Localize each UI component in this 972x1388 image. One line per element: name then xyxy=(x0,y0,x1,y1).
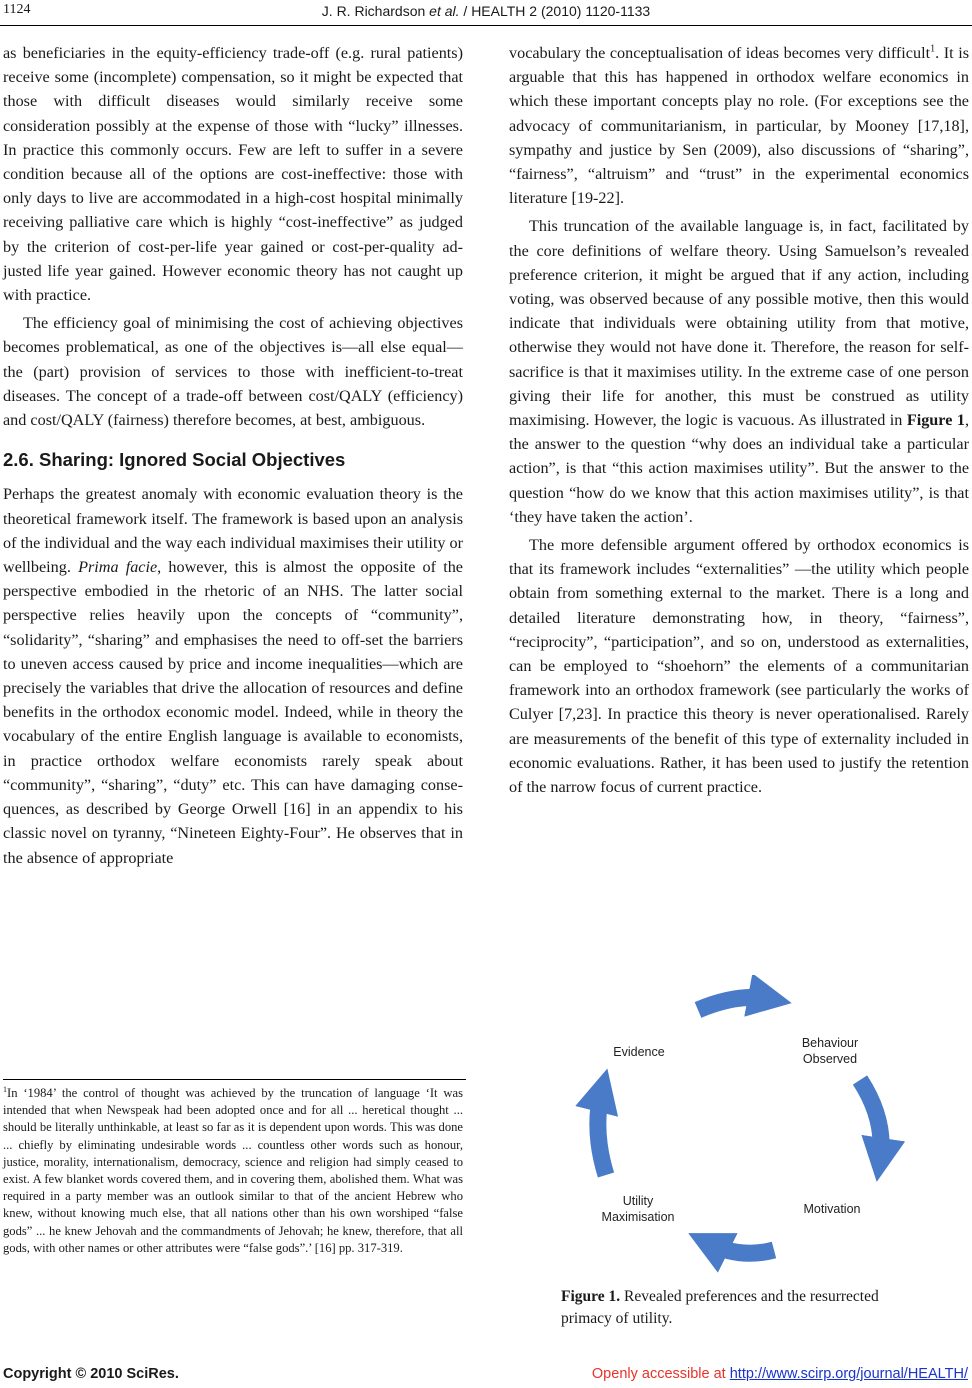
arrow-evidence-to-behaviour xyxy=(698,997,770,1010)
left-paragraph-3-start: Perhaps the greatest anomaly with economic evaluation theory is the theoretical framework itself. The framework is based upon an analysis of the individual and the way each individual maximises their utility or wellbeing. xyxy=(3,485,463,577)
node-motivation: Motivation xyxy=(803,1202,861,1216)
figure-caption xyxy=(561,1286,921,1330)
running-header xyxy=(0,3,972,19)
right-paragraph-1 xyxy=(509,41,969,210)
header-etal: et al. xyxy=(429,3,460,19)
cycle-arrows xyxy=(560,975,940,1275)
open-access-notice xyxy=(592,1366,968,1382)
left-paragraph-3-rest: , however, this is almost the opposite of the perspective embodied in the rhetoric of an NHS. The latter social perspective relies heavily upon the concepts of “community”, “solidarity”, “sharing” and emphasises the need to off-set the barriers to uneven access caused by price and income inequalities—which are precisely the variables that drive the allocation of resources and define benefits in the orthodox economic model. Indeed, while in theory the vocabulary of the entire English language is available to economists, in practice orthodox welfare economists rarely speak about “community”, “sharing”, “duty” etc. This can have damaging consequences, as described by George Orwell [16] in an appendix to his classic novel on tyranny, “Nineteen Eighty-Four”. He observes that in the absence of appropriate xyxy=(3,558,463,867)
footnote-ref[interactable]: 1 xyxy=(930,43,936,55)
left-paragraph-2: The efficiency goal of minimising the cost of achieving objectives becomes problematical, as one of the objectives is—all else equal—the (part) provision of services to those with inefficient-to-treat diseases. The concept of a trade-off between cost/QALY (efficiency) and cost/QALY (fairness) therefore becomes, at best, ambiguous. xyxy=(3,314,463,430)
footnote-text: In ‘1984’ the control of thought was achieved by the truncation of language ‘It was intended that when Newspeak had been adopted once and for all ... heretical thought ... should be literally unthinkable, at least so far as it is dependent upon words. This was done ... chiefly by eliminating undesirable words ... countless other words such as honour, justice, morality, internationalism, democracy, science and religion had simply ceased to exist. A few blanket words covered them, and in covering them, abolished them. What was required in a party member was an outlook similar to that of the ancient Hebrew who knew, without knowing much else, that all nations other than his own worshiped “false gods” ... he knew Jehovah and the commandments of Jehovah; he knew, therefore, that all gods, with other names or other attributes were “false gods”.’ [16] pp. 317-319. xyxy=(3,1086,463,1255)
arrow-motivation-to-utility xyxy=(708,1243,774,1253)
node-behaviour-line1: Behaviour xyxy=(801,1036,859,1050)
node-utility-maximisation xyxy=(590,1193,686,1225)
copyright-notice: Copyright © 2010 SciRes. xyxy=(3,1366,179,1382)
right-paragraph-2-start: This truncation of the available language is, in fact, facilitated by the core definitions of welfare theory. Using Samuelson’s revealed preference criterion, it might be argued that if any action, including voting, was observed because of any possible motive, then this would indicate that individuals were obtaining utility from that motive, otherwise they would not have done it. Therefore, the reason for self-sacrifice is that it maximises utility. In the extreme case of one person giving their life for another, this must be construed as utility maximising. However, the logic is vacuous. As illustrated in xyxy=(509,217,969,430)
figure-1-reference[interactable]: Figure 1 xyxy=(906,411,965,430)
left-paragraph-1: as beneficiaries in the equity-efficiency trade-off (e.g. rural patients) receive some (incomplete) compensation, so it might be expected that those with difficult diseases would similarly receive some consideration possibly at the expense of those with “lucky” illnesses. In practice this commonly occurs. Few are left to suffer in a severe condition because all of the options are cost-ineffective: those with only days to live are accommodated in a high-cost hospital minimally receiving palliative care which is highly “cost-ineffective” as judged by the criterion of cost-per-life year gained or cost-per-quality adjusted life year gained. However economic theory has not caught up with practice. xyxy=(3,44,463,305)
node-utility-line1: Utility xyxy=(622,1194,654,1208)
right-paragraph-2 xyxy=(509,214,969,529)
header-journal-ref: / HEALTH 2 (2010) 1120-1133 xyxy=(459,3,651,19)
header-authors: J. R. Richardson xyxy=(321,3,430,19)
node-behaviour-observed xyxy=(782,1035,878,1067)
section-heading: 2.6. Sharing: Ignored Social Objectives xyxy=(3,449,346,471)
right-paragraph-1-rest: . It is arguable that this has happened in orthodox welfare economics in which these important concepts play no role. (For exceptions see the advocacy of communitarianism, in particular, by Mooney [17,18], sympathy and justice by Sen (2009), also discussions of “sharing”, “fairness”, “altruism” and “trust” in the experimental economics literature [19-22]. xyxy=(509,44,970,208)
footnote-rule xyxy=(3,1079,466,1080)
right-paragraph-3: The more defensible argument offered by orthodox economics is that its framework includes “externalities” —the utility which people obtain from something external to the market. There is a long and detailed literature demonstrating how, in theory, “fairness”, “reciprocity”, “participation”, and so on, understood as externalities, can be employed to “shoehorn” the elements of a communitarian framework into an orthodox framework (see particularly the works of Culyer [7,23]. In practice this theory is never operationalised. Rarely are measurements of the benefit of this type of externality included in economic evaluations. Rather, it has been used to justify the retention of the narrow focus of current practice. xyxy=(509,536,969,797)
footnote-marker: 1 xyxy=(3,1084,7,1094)
page-number: 1124 xyxy=(3,2,31,17)
right-column xyxy=(509,41,969,799)
figure-1-diagram xyxy=(560,975,940,1275)
footnote xyxy=(3,1085,463,1257)
left-paragraph-3 xyxy=(3,482,463,869)
header-rule xyxy=(0,25,972,26)
arrow-behaviour-to-motivation xyxy=(860,1080,881,1160)
journal-link[interactable]: http://www.scirp.org/journal/HEALTH/ xyxy=(729,1366,968,1382)
caption-label: Figure 1. xyxy=(561,1288,621,1305)
node-behaviour-line2: Observed xyxy=(802,1052,858,1066)
node-evidence: Evidence xyxy=(613,1045,665,1059)
node-utility-line2: Maximisation xyxy=(601,1210,675,1224)
right-paragraph-1-start: vocabulary the conceptualisation of ideas becomes very difficult xyxy=(509,44,931,62)
prima-facie-italic: Prima facie xyxy=(78,558,158,577)
right-paragraph-2-rest: , the answer to the question “why does an individual take a particular action”, is that “this action maximises utility”. But the answer to the question “how do we know that this action maximises utility”, is that ‘they have taken the action’. xyxy=(509,411,969,526)
caption-text: Revealed preferences and the resurrected primacy of utility. xyxy=(561,1288,879,1327)
left-column xyxy=(3,41,463,870)
arrow-utility-to-evidence xyxy=(598,1090,606,1175)
open-access-text: Openly accessible at xyxy=(591,1366,730,1382)
